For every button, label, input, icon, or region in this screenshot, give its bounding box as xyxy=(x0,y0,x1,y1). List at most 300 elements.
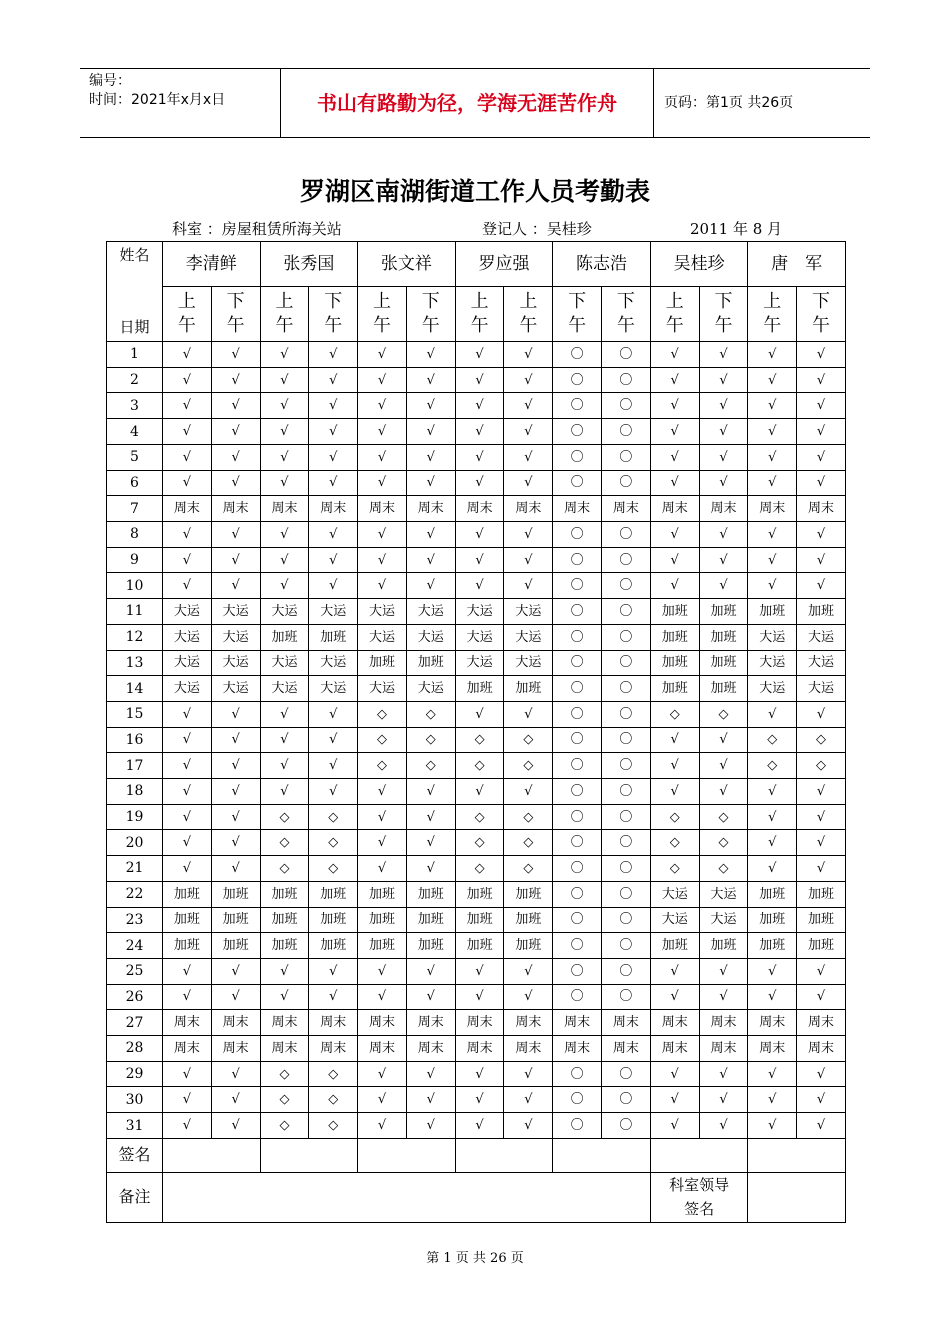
table-row xyxy=(107,342,846,368)
attendance-cell: 〇 xyxy=(553,753,602,779)
attendance-cell: 周末 xyxy=(163,496,212,522)
table-row xyxy=(107,727,846,753)
attendance-cell: ◇ xyxy=(309,1113,358,1139)
attendance-cell: 加班 xyxy=(211,933,260,959)
day-number: 29 xyxy=(107,1061,163,1087)
attendance-cell: 大运 xyxy=(504,599,553,625)
attendance-cell: 周末 xyxy=(699,496,748,522)
staff-name: 罗应强 xyxy=(455,242,553,287)
attendance-cell: 周末 xyxy=(797,1036,846,1062)
day-number: 28 xyxy=(107,1036,163,1062)
attendance-cell: √ xyxy=(309,521,358,547)
attendance-cell: √ xyxy=(455,470,504,496)
attendance-cell: √ xyxy=(455,779,504,805)
attendance-cell: √ xyxy=(358,804,407,830)
table-row xyxy=(107,701,846,727)
attendance-cell: √ xyxy=(309,444,358,470)
attendance-cell: ◇ xyxy=(699,830,748,856)
attendance-cell: 周末 xyxy=(406,496,455,522)
attendance-cell: √ xyxy=(699,984,748,1010)
attendance-cell: ◇ xyxy=(455,856,504,882)
attendance-cell: √ xyxy=(358,573,407,599)
attendance-cell: 大运 xyxy=(211,599,260,625)
attendance-cell: 周末 xyxy=(602,1036,651,1062)
attendance-cell: 加班 xyxy=(309,881,358,907)
attendance-cell: √ xyxy=(504,393,553,419)
attendance-cell: 周末 xyxy=(358,1036,407,1062)
attendance-cell: √ xyxy=(455,547,504,573)
half-day-label: 上 午 xyxy=(455,287,504,342)
attendance-cell: √ xyxy=(406,444,455,470)
attendance-cell: √ xyxy=(748,1087,797,1113)
attendance-cell: ◇ xyxy=(260,1061,309,1087)
attendance-cell: 周末 xyxy=(455,496,504,522)
attendance-cell: 加班 xyxy=(260,907,309,933)
attendance-cell: √ xyxy=(699,779,748,805)
attendance-cell: √ xyxy=(260,342,309,368)
half-day-label: 下 午 xyxy=(602,287,651,342)
attendance-cell: √ xyxy=(699,393,748,419)
day-number: 5 xyxy=(107,444,163,470)
attendance-cell: 〇 xyxy=(602,650,651,676)
attendance-cell: √ xyxy=(309,547,358,573)
attendance-cell: √ xyxy=(260,547,309,573)
attendance-cell: 〇 xyxy=(553,881,602,907)
attendance-cell: √ xyxy=(358,367,407,393)
attendance-cell: 〇 xyxy=(602,419,651,445)
attendance-cell: √ xyxy=(748,1061,797,1087)
day-number: 20 xyxy=(107,830,163,856)
attendance-cell: 〇 xyxy=(602,701,651,727)
attendance-cell: 大运 xyxy=(309,599,358,625)
table-row xyxy=(107,624,846,650)
attendance-cell: √ xyxy=(504,958,553,984)
attendance-cell: √ xyxy=(748,547,797,573)
day-number: 2 xyxy=(107,367,163,393)
attendance-cell: √ xyxy=(699,1061,748,1087)
attendance-cell: √ xyxy=(504,547,553,573)
attendance-cell: √ xyxy=(748,419,797,445)
attendance-cell: 周末 xyxy=(650,496,699,522)
attendance-cell: √ xyxy=(309,779,358,805)
attendance-cell: √ xyxy=(406,367,455,393)
attendance-cell: 〇 xyxy=(553,701,602,727)
attendance-cell: √ xyxy=(211,958,260,984)
attendance-cell: 〇 xyxy=(602,804,651,830)
attendance-cell: 〇 xyxy=(553,1061,602,1087)
table-row xyxy=(107,856,846,882)
attendance-cell: 大运 xyxy=(163,624,212,650)
day-number: 12 xyxy=(107,624,163,650)
attendance-cell: 周末 xyxy=(211,1036,260,1062)
attendance-cell: 加班 xyxy=(163,933,212,959)
attendance-cell: √ xyxy=(650,573,699,599)
attendance-cell: 加班 xyxy=(748,933,797,959)
attendance-cell: √ xyxy=(455,1087,504,1113)
attendance-cell: 〇 xyxy=(602,1061,651,1087)
attendance-cell: √ xyxy=(699,1113,748,1139)
period-text: 2011 年 8 月 xyxy=(690,220,783,238)
attendance-cell: ◇ xyxy=(455,727,504,753)
attendance-cell: √ xyxy=(797,701,846,727)
attendance-cell: 周末 xyxy=(797,496,846,522)
attendance-cell: √ xyxy=(797,958,846,984)
attendance-cell: 加班 xyxy=(699,650,748,676)
attendance-cell: √ xyxy=(211,701,260,727)
attendance-cell: 〇 xyxy=(602,624,651,650)
attendance-cell: √ xyxy=(797,547,846,573)
attendance-cell: 〇 xyxy=(553,830,602,856)
attendance-cell: √ xyxy=(358,958,407,984)
attendance-cell: √ xyxy=(211,1113,260,1139)
day-number: 7 xyxy=(107,496,163,522)
attendance-cell: 〇 xyxy=(602,342,651,368)
attendance-cell: √ xyxy=(260,521,309,547)
attendance-cell: √ xyxy=(797,470,846,496)
attendance-cell: 〇 xyxy=(602,933,651,959)
attendance-cell: √ xyxy=(504,521,553,547)
attendance-cell: 周末 xyxy=(260,1036,309,1062)
table-row xyxy=(107,599,846,625)
attendance-cell: √ xyxy=(163,984,212,1010)
attendance-cell: 大运 xyxy=(163,676,212,702)
attendance-cell: 大运 xyxy=(797,676,846,702)
half-day-label: 上 午 xyxy=(358,287,407,342)
attendance-cell: √ xyxy=(797,573,846,599)
attendance-cell: 〇 xyxy=(553,624,602,650)
day-number: 19 xyxy=(107,804,163,830)
attendance-cell: 周末 xyxy=(163,1036,212,1062)
attendance-cell: √ xyxy=(455,342,504,368)
attendance-cell: √ xyxy=(699,547,748,573)
attendance-cell: √ xyxy=(797,804,846,830)
day-number: 4 xyxy=(107,419,163,445)
attendance-cell: ◇ xyxy=(406,753,455,779)
attendance-cell: 〇 xyxy=(602,779,651,805)
attendance-cell: ◇ xyxy=(455,830,504,856)
recorder-text: 登记人 ：吴桂珍 xyxy=(482,220,592,238)
attendance-cell: √ xyxy=(211,547,260,573)
attendance-cell: √ xyxy=(748,856,797,882)
attendance-cell: ◇ xyxy=(309,856,358,882)
attendance-cell: √ xyxy=(260,444,309,470)
attendance-cell: 加班 xyxy=(260,881,309,907)
attendance-cell: √ xyxy=(211,753,260,779)
table-row xyxy=(107,521,846,547)
attendance-cell: ◇ xyxy=(309,804,358,830)
attendance-cell: √ xyxy=(260,419,309,445)
attendance-cell: 周末 xyxy=(602,1010,651,1036)
attendance-cell: 加班 xyxy=(455,907,504,933)
attendance-cell: ◇ xyxy=(748,727,797,753)
attendance-cell: √ xyxy=(504,1113,553,1139)
attendance-cell: √ xyxy=(455,701,504,727)
time-text: 时间：2021年x月x日 xyxy=(89,92,226,108)
attendance-cell: 加班 xyxy=(699,676,748,702)
attendance-cell: √ xyxy=(455,984,504,1010)
sign-cell xyxy=(650,1138,748,1172)
day-number: 17 xyxy=(107,753,163,779)
attendance-cell: 周末 xyxy=(650,1036,699,1062)
attendance-cell: 大运 xyxy=(699,881,748,907)
attendance-cell: √ xyxy=(211,393,260,419)
day-number: 24 xyxy=(107,933,163,959)
attendance-cell: √ xyxy=(797,419,846,445)
attendance-cell: √ xyxy=(650,1087,699,1113)
attendance-cell: 〇 xyxy=(602,521,651,547)
attendance-cell: ◇ xyxy=(650,701,699,727)
attendance-cell: √ xyxy=(406,1087,455,1113)
attendance-cell: 〇 xyxy=(553,727,602,753)
attendance-cell: √ xyxy=(748,984,797,1010)
attendance-cell: 周末 xyxy=(553,1036,602,1062)
attendance-cell: √ xyxy=(699,342,748,368)
attendance-cell: 〇 xyxy=(553,984,602,1010)
attendance-cell: √ xyxy=(406,547,455,573)
attendance-cell: √ xyxy=(406,1061,455,1087)
attendance-cell: √ xyxy=(358,1113,407,1139)
attendance-cell: 加班 xyxy=(309,624,358,650)
attendance-cell: √ xyxy=(358,779,407,805)
attendance-cell: √ xyxy=(748,830,797,856)
attendance-cell: √ xyxy=(358,547,407,573)
attendance-cell: √ xyxy=(455,958,504,984)
attendance-cell: 大运 xyxy=(163,599,212,625)
attendance-cell: √ xyxy=(211,367,260,393)
attendance-cell: 周末 xyxy=(553,496,602,522)
day-number: 11 xyxy=(107,599,163,625)
table-row xyxy=(107,984,846,1010)
attendance-cell: √ xyxy=(211,573,260,599)
attendance-cell: √ xyxy=(406,470,455,496)
attendance-cell: √ xyxy=(163,804,212,830)
attendance-cell: 〇 xyxy=(602,547,651,573)
attendance-cell: 加班 xyxy=(699,933,748,959)
attendance-cell: ◇ xyxy=(260,1087,309,1113)
attendance-cell: √ xyxy=(650,444,699,470)
attendance-cell: √ xyxy=(504,342,553,368)
attendance-cell: ◇ xyxy=(455,804,504,830)
table-row xyxy=(107,958,846,984)
attendance-cell: √ xyxy=(699,753,748,779)
attendance-cell: √ xyxy=(455,367,504,393)
attendance-cell: √ xyxy=(797,444,846,470)
attendance-cell: 大运 xyxy=(455,650,504,676)
header-meta xyxy=(80,69,280,137)
attendance-cell: 〇 xyxy=(553,599,602,625)
attendance-cell: √ xyxy=(163,1061,212,1087)
attendance-cell: 周末 xyxy=(309,496,358,522)
attendance-cell: 大运 xyxy=(406,624,455,650)
attendance-cell: 〇 xyxy=(553,521,602,547)
attendance-cell: √ xyxy=(699,470,748,496)
attendance-cell: √ xyxy=(260,367,309,393)
attendance-cell: √ xyxy=(309,958,358,984)
attendance-cell: √ xyxy=(797,779,846,805)
attendance-cell: √ xyxy=(797,1113,846,1139)
attendance-cell: 大运 xyxy=(163,650,212,676)
attendance-cell: √ xyxy=(699,419,748,445)
attendance-cell: 周末 xyxy=(602,496,651,522)
attendance-cell: ◇ xyxy=(358,753,407,779)
attendance-cell: √ xyxy=(797,367,846,393)
attendance-cell: √ xyxy=(260,779,309,805)
table-row xyxy=(107,753,846,779)
attendance-cell: √ xyxy=(504,419,553,445)
attendance-cell: 〇 xyxy=(602,470,651,496)
dept-text: 科室 ：房屋租赁所海关站 xyxy=(172,220,342,238)
leader-sign-cell xyxy=(748,1172,846,1222)
attendance-cell: ◇ xyxy=(797,753,846,779)
attendance-cell: 周末 xyxy=(309,1036,358,1062)
attendance-cell: 加班 xyxy=(650,599,699,625)
day-number: 16 xyxy=(107,727,163,753)
attendance-cell: 加班 xyxy=(699,624,748,650)
attendance-cell: √ xyxy=(309,984,358,1010)
table-row xyxy=(107,547,846,573)
attendance-cell: √ xyxy=(211,521,260,547)
day-number: 22 xyxy=(107,881,163,907)
attendance-cell: 加班 xyxy=(650,624,699,650)
attendance-cell: 加班 xyxy=(797,933,846,959)
attendance-cell: 加班 xyxy=(163,881,212,907)
day-number: 13 xyxy=(107,650,163,676)
attendance-cell: 〇 xyxy=(553,958,602,984)
attendance-cell: √ xyxy=(650,470,699,496)
half-day-label: 上 午 xyxy=(748,287,797,342)
attendance-cell: √ xyxy=(748,470,797,496)
remark-label: 备注 xyxy=(107,1172,163,1222)
attendance-cell: 加班 xyxy=(406,907,455,933)
attendance-cell: 大运 xyxy=(358,599,407,625)
attendance-cell: 周末 xyxy=(406,1010,455,1036)
attendance-cell: 周末 xyxy=(504,1036,553,1062)
attendance-cell: 周末 xyxy=(211,1010,260,1036)
day-number: 14 xyxy=(107,676,163,702)
sign-cell xyxy=(553,1138,651,1172)
day-number: 30 xyxy=(107,1087,163,1113)
attendance-cell: √ xyxy=(358,470,407,496)
attendance-cell: √ xyxy=(650,727,699,753)
attendance-cell: 周末 xyxy=(260,496,309,522)
attendance-cell: 周末 xyxy=(358,1010,407,1036)
attendance-cell: √ xyxy=(163,393,212,419)
attendance-cell: 加班 xyxy=(358,907,407,933)
attendance-cell: √ xyxy=(504,367,553,393)
attendance-cell: 大运 xyxy=(406,676,455,702)
table-row xyxy=(107,1036,846,1062)
attendance-cell: 大运 xyxy=(650,907,699,933)
table-row xyxy=(107,881,846,907)
half-day-label: 下 午 xyxy=(211,287,260,342)
table-row xyxy=(107,470,846,496)
attendance-cell: √ xyxy=(504,701,553,727)
attendance-cell: √ xyxy=(406,779,455,805)
attendance-cell: √ xyxy=(455,444,504,470)
table-row xyxy=(107,933,846,959)
attendance-cell: 大运 xyxy=(699,907,748,933)
attendance-cell: 大运 xyxy=(260,650,309,676)
attendance-cell: √ xyxy=(748,779,797,805)
table-row xyxy=(107,650,846,676)
half-day-label: 上 午 xyxy=(504,287,553,342)
attendance-cell: √ xyxy=(211,727,260,753)
attendance-cell: 〇 xyxy=(553,1087,602,1113)
attendance-cell: ◇ xyxy=(309,830,358,856)
attendance-cell: 大运 xyxy=(309,676,358,702)
half-day-label: 下 午 xyxy=(699,287,748,342)
attendance-cell: √ xyxy=(163,1113,212,1139)
attendance-cell: √ xyxy=(504,1061,553,1087)
attendance-cell: ◇ xyxy=(748,753,797,779)
attendance-cell: 大运 xyxy=(309,650,358,676)
code-label: 编号： xyxy=(89,73,131,89)
day-number: 3 xyxy=(107,393,163,419)
attendance-cell: √ xyxy=(309,342,358,368)
attendance-cell: √ xyxy=(406,830,455,856)
attendance-cell: √ xyxy=(504,779,553,805)
attendance-cell: 周末 xyxy=(797,1010,846,1036)
staff-name: 吴桂珍 xyxy=(650,242,748,287)
attendance-cell: 〇 xyxy=(602,958,651,984)
attendance-cell: √ xyxy=(163,342,212,368)
corner-labels xyxy=(107,242,162,341)
corner-date-label: 日期 xyxy=(119,318,150,337)
attendance-cell: 周末 xyxy=(699,1036,748,1062)
attendance-cell: √ xyxy=(163,701,212,727)
attendance-cell: 〇 xyxy=(602,907,651,933)
header-slogan: 书山有路勤为径，学海无涯苦作舟 xyxy=(280,69,654,137)
attendance-cell: √ xyxy=(358,984,407,1010)
table-row xyxy=(107,367,846,393)
attendance-cell: √ xyxy=(699,367,748,393)
attendance-cell: √ xyxy=(455,521,504,547)
half-day-label: 上 午 xyxy=(260,287,309,342)
attendance-cell: √ xyxy=(163,727,212,753)
attendance-cell: √ xyxy=(358,444,407,470)
attendance-cell: 〇 xyxy=(553,419,602,445)
table-row xyxy=(107,1087,846,1113)
attendance-cell: √ xyxy=(211,419,260,445)
attendance-cell: ◇ xyxy=(650,830,699,856)
attendance-cell: 大运 xyxy=(358,624,407,650)
attendance-cell: ◇ xyxy=(260,856,309,882)
attendance-cell: √ xyxy=(406,419,455,445)
attendance-cell: √ xyxy=(309,753,358,779)
attendance-cell: 大运 xyxy=(748,624,797,650)
attendance-cell: √ xyxy=(650,779,699,805)
attendance-cell: √ xyxy=(358,342,407,368)
sign-cell xyxy=(260,1138,358,1172)
day-number: 27 xyxy=(107,1010,163,1036)
attendance-cell: ◇ xyxy=(797,727,846,753)
attendance-cell: 大运 xyxy=(455,599,504,625)
attendance-cell: √ xyxy=(163,367,212,393)
attendance-cell: √ xyxy=(309,419,358,445)
attendance-cell: √ xyxy=(163,856,212,882)
attendance-cell: √ xyxy=(455,1061,504,1087)
attendance-cell: 大运 xyxy=(455,624,504,650)
attendance-cell: 大运 xyxy=(797,624,846,650)
table-row xyxy=(107,496,846,522)
attendance-cell: √ xyxy=(211,856,260,882)
attendance-cell: 周末 xyxy=(163,1010,212,1036)
attendance-cell: 加班 xyxy=(260,624,309,650)
sign-row xyxy=(107,1138,846,1172)
attendance-cell: √ xyxy=(163,573,212,599)
attendance-cell: 加班 xyxy=(455,881,504,907)
attendance-cell: √ xyxy=(163,830,212,856)
